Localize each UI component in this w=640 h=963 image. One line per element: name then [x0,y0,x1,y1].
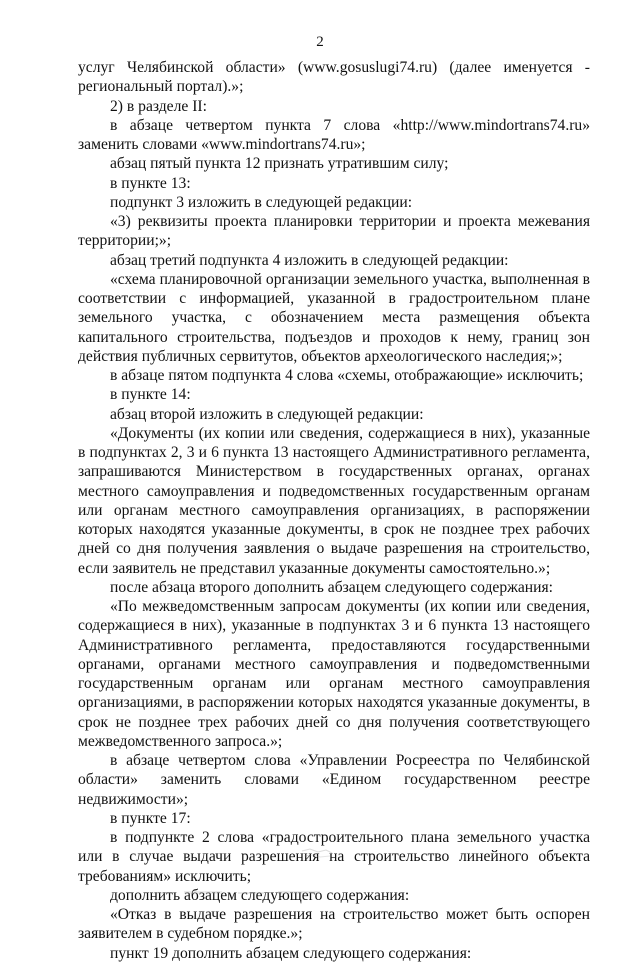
paragraph-subitem-4-fifth: в абзаце пятом подпункта 4 слова «схемы, отображающие» исключить; [110,367,584,384]
paragraph-item-19: пункт 19 дополнить абзацем следующего содержания: [110,944,472,962]
paragraph-subitem-4-text: «схема планировочной организации земельного участка, выполненная в соответствии с информацией, указанной в градостроительном плане земельного участка, с обозначением места размещения объекта капитального строительства, подъездов и проходов к нему, границ зон действия публичных сервитутов, объектов археологического наследия;»; [78,270,590,365]
paragraph-subitem-3-text: «3) реквизиты проекта планировки территории и проекта межевания территории;»; [78,213,590,250]
paragraph-subitem-3: подпункт 3 изложить в следующей редакции: [110,193,413,211]
paragraph-item-14-heading: в пункте 14: [110,386,191,404]
paragraph-item-13-heading: в пункте 13: [110,174,191,192]
paragraph-subitem-4: абзац третий подпункта 4 изложить в следующей редакции: [110,251,509,269]
paragraph-continuation: услуг Челябинской области» (www.gosuslugi74.ru) (далее именуется - региональный портал).»; [78,59,590,96]
document-body [78,58,590,963]
paragraph-item-14-interagency: «По межведомственным запросам документы (их копии или сведения, содержащиеся в них), указанные в подпунктах 3 и 6 пункта 13 настоящего Административного регламента, предоставляются государственными органами, органами местного самоуправления и подведомственными государственным органам или органам местного самоуправления организациями, в распоряжении которых находятся указанные документы, в срок не позднее трех рабочих дней со дня получения соответствующего межведомственного запроса.»; [78,598,590,750]
paragraph-item-14-documents: «Документы (их копии или сведения, содержащиеся в них), указанные в подпунктах 2, 3 и 6 пункта 13 настоящего Административного регламента, запрашиваются Министерством в государственных органах, органах местного самоуправления и подведомственных государственным органам или органам местного самоуправления организациях, в распоряжении которых находятся указанные документы, в срок не позднее трех рабочих дней со дня получения заявления о выдаче разрешения на строительство, если заявитель не представил указанные документы самостоятельно.»; [78,424,590,577]
paragraph-section-ii: 2) в разделе II: [110,97,207,115]
paragraph-item-14-after-second: после абзаца второго дополнить абзацем следующего содержания: [110,578,554,596]
scan-artifact-footer [150,890,330,896]
page-number: 2 [316,34,324,50]
paragraph-item-14-second: абзац второй изложить в следующей редакции: [110,405,424,423]
paragraph-item-17-add: дополнить абзацем следующего содержания: [110,886,410,904]
paragraph-item-7: в абзаце четвертом пункта 7 слова «http://www.mindortrans74.ru» заменить словами «www.mindortrans74.ru»; [78,116,590,153]
scan-artifact-mark [300,846,334,860]
paragraph-item-17-subitem-2: в подпункте 2 слова «градостроительного плана земельного участка или в случае выдачи разрешения на строительство линейного объекта требованиям» исключить; [78,829,590,885]
paragraph-item-12: абзац пятый пункта 12 признать утратившим силу; [110,155,449,173]
paragraph-item-17-heading: в пункте 17: [110,809,191,827]
paragraph-item-14-fourth: в абзаце четвертом слова «Управлении Росреестра по Челябинской области» заменить словами «Едином государственном реестре недвижимости»; [78,752,590,808]
paragraph-item-17-refusal: «Отказ в выдаче разрешения на строительство может быть оспорен заявителем в судебном порядке.»; [78,906,590,943]
